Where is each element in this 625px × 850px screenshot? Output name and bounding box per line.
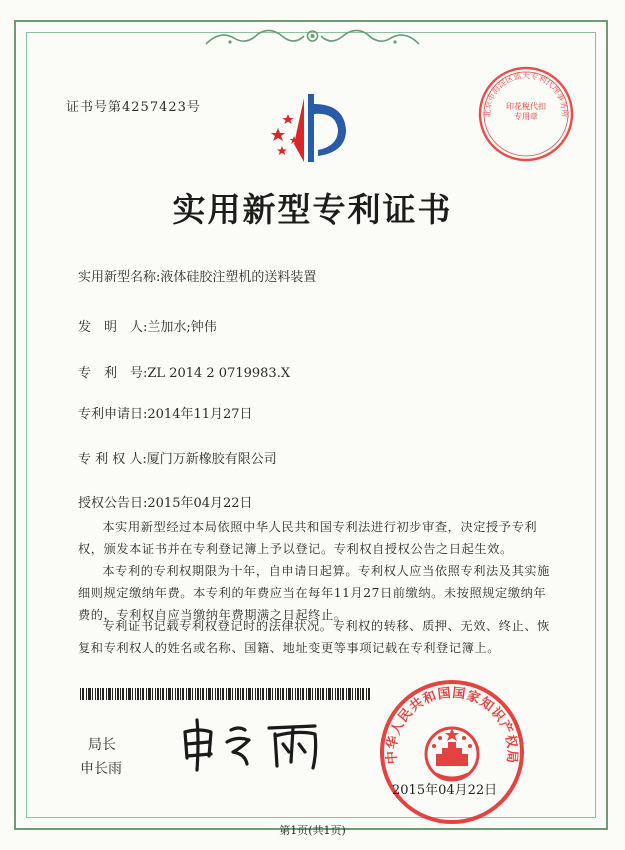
body-paragraph: 专利证书记载专利权登记时的法律状况。专利权的转移、质押、无效、终止、恢复和专利权人的姓名或名称、国籍、地址变更等事项记载在专利登记簿上。	[78, 619, 550, 655]
seal-text: 中华人民共和国国家知识产权局	[384, 685, 520, 765]
handwritten-signature	[175, 712, 335, 774]
certificate-number: 证书号第4257423号	[66, 100, 201, 115]
body-paragraph: 本专利的专利权期限为十年，自申请日起算。专利权人应当依照专利法及其实施细则规定缴纳年费。本专利的年费应当在每年11月27日前缴纳。未按照规定缴纳年费的，专利权自应当缴纳年费期满之日起终止。	[78, 564, 550, 622]
field-grant-date	[78, 492, 253, 511]
field-label: 实用新型名称:	[78, 270, 161, 285]
agent-stamp-text: 北京市海淀区蓝天专利代理事务所	[482, 71, 570, 118]
seal-date: 2015年04月22日	[392, 783, 498, 798]
signatory-name: 申长雨	[80, 761, 122, 777]
body-paragraph: 本实用新型经过本局依照中华人民共和国专利法进行初步审查，决定授予专利权，颁发本证书并在专利登记簿上予以登记。专利权自授权公告之日起生效。	[78, 520, 538, 556]
agent-tax-stamp	[476, 64, 576, 164]
field-label: 授权公告日:	[78, 496, 148, 511]
field-label: 专利申请日:	[78, 407, 148, 422]
field-value: 厦门万新橡胶有限公司	[146, 452, 277, 467]
field-value: 兰加水;钟伟	[147, 320, 217, 335]
top-ornament	[200, 26, 425, 50]
field-inventor	[78, 316, 217, 335]
field-value: 液体硅胶注塑机的送料装置	[160, 270, 317, 285]
signatory-role: 局长	[88, 737, 116, 753]
field-value: 2015年04月22日	[147, 496, 253, 511]
field-label: 专 利 号:	[78, 366, 148, 381]
field-label: 专 利 权 人:	[78, 452, 147, 467]
field-patent-number	[78, 362, 290, 381]
national-emblem-icon	[426, 728, 478, 780]
cnipa-logo-icon	[268, 84, 358, 174]
field-application-date	[78, 403, 253, 422]
official-seal	[378, 678, 526, 826]
field-patentee	[78, 448, 277, 467]
field-value: ZL 2014 2 0719983.X	[147, 366, 291, 381]
field-utility-model-name	[78, 266, 316, 285]
field-value: 2014年11月27日	[147, 407, 253, 422]
barcode	[80, 688, 370, 700]
certificate-title: 实用新型专利证书	[172, 190, 453, 229]
field-label: 发 明 人:	[78, 320, 148, 335]
agent-stamp-center: 印花税代扣专用章	[506, 102, 546, 121]
page-number: 第1页(共1页)	[279, 824, 346, 837]
